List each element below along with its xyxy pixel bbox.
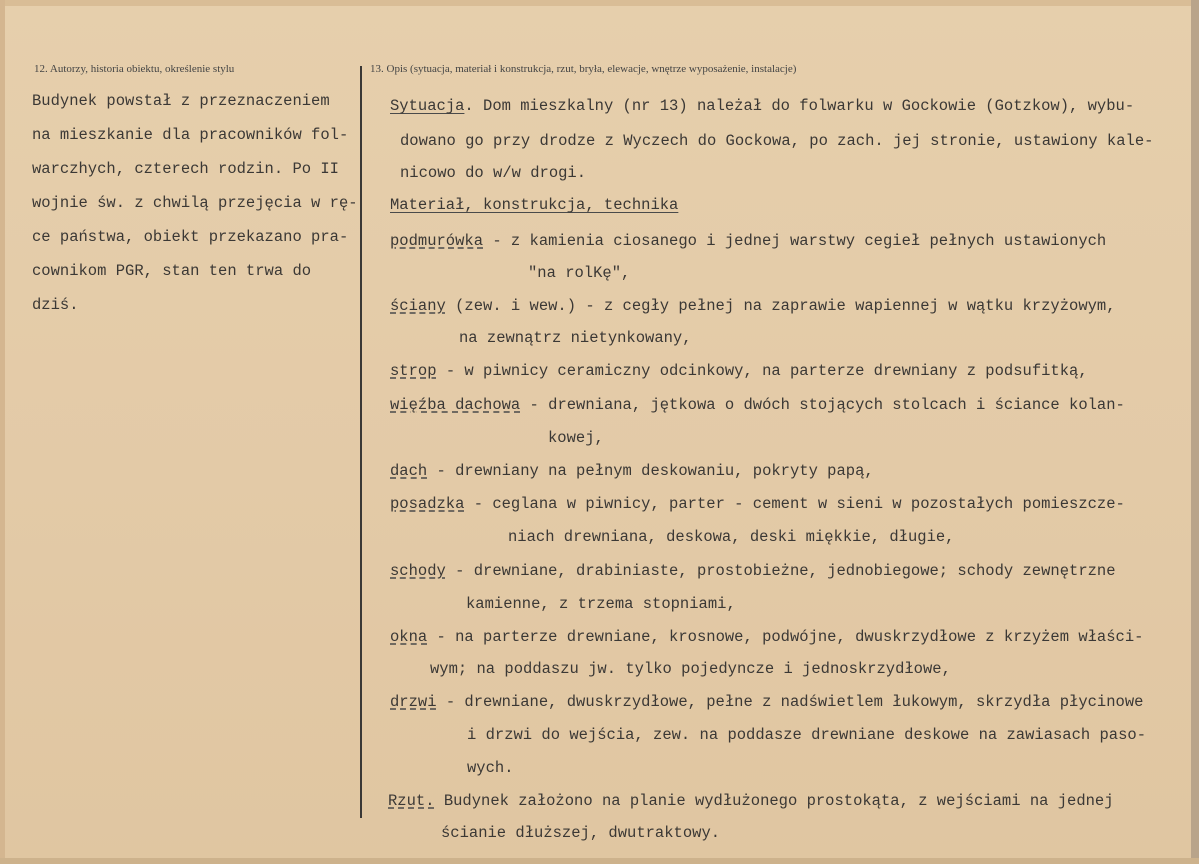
line-text: - ceglana w piwnicy, parter - cement w sieni w pozostałych pomieszcze- [464,495,1125,513]
section-term: posadzka [390,495,465,513]
left-line: Budynek powstał z przeznaczeniem [32,92,330,110]
description-line [390,231,1106,251]
paper-edge-top [0,0,1199,6]
line-text: "na rolKę", [528,264,631,282]
line-text: (zew. i wew.) - z cegły pełnej na zaprawie wapiennej w wątku krzyżowym, [445,297,1116,315]
section-term: okna [390,628,428,646]
description-line [390,296,1116,316]
description-line [441,823,720,843]
left-line: dziś. [32,296,79,314]
left-line: warczhych, czterech rodzin. Po II [32,160,339,178]
section-term: podmurówka [390,232,484,250]
line-text: - drewniany na pełnym deskowaniu, pokryty papą, [427,462,874,480]
section-term: ściany [390,297,446,315]
description-line [467,758,514,778]
line-text: niach drewniana, deskowa, deski miękkie, długie, [508,528,955,546]
column-divider [360,66,362,818]
description-line [390,195,678,215]
description-line [390,494,1125,514]
description-line [430,659,951,679]
section-term: strop [390,362,437,380]
description-line [459,328,692,348]
description-line [400,163,586,183]
description-line [548,428,604,448]
section-13-header: 13. Opis (sytuacja, materiał i konstrukcja, rzut, bryła, elewacje, wnętrze wyposażenie, instalacje) [370,63,797,75]
section-12-header: 12. Autorzy, historia obiektu, określenie stylu [34,63,235,75]
paper-edge-right [1191,0,1199,864]
description-line [390,461,874,481]
description-line [390,561,1116,581]
line-text: . Dom mieszkalny (nr 13) należał do folwarku w Gockowie (Gotzkow), wybu- [464,97,1135,115]
line-text: kamienne, z trzema stopniami, [466,595,736,613]
section-term: więźba dachowa [390,396,521,414]
description-line [390,96,1134,116]
section-term: schody [390,562,446,580]
paper-edge-bottom [0,858,1199,864]
line-text: - z kamienia ciosanego i jednej warstwy cegieł pełnych ustawionych [483,232,1107,250]
description-line [528,263,630,283]
section-term: Rzut. [388,792,435,810]
line-text: - drewniana, jętkowa o dwóch stojących stolcach i ściance kolan- [520,396,1125,414]
line-text: wych. [467,759,514,777]
line-text: ścianie dłuższej, dwutraktowy. [441,824,721,842]
line-text: dowano go przy drodze z Wyczech do Gockowa, po zach. jej stronie, ustawiony kale- [400,132,1154,150]
left-line: ce państwa, obiekt przekazano pra- [32,228,349,246]
description-line [466,594,736,614]
description-line [388,791,1114,811]
line-text: - drewniane, drabiniaste, prostobieżne, jednobiegowe; schody zewnętrzne [445,562,1116,580]
line-text: kowej, [548,429,604,447]
left-line: cownikom PGR, stan ten trwa do [32,262,312,280]
section-term: Materiał, konstrukcja, technika [390,196,679,214]
line-text: na zewnątrz nietynkowany, [459,329,692,347]
description-line [390,692,1143,712]
description-line [390,361,1088,381]
description-line [400,131,1153,151]
line-text: - drewniane, dwuskrzydłowe, pełne z nadświetlem łukowym, skrzydła płycinowe [436,693,1144,711]
description-line [508,527,954,547]
description-line [390,627,1143,647]
description-line [467,725,1146,745]
paper-edge-left [0,0,5,864]
line-text: - w piwnicy ceramiczny odcinkowy, na parterze drewniany z podsufitką, [436,362,1088,380]
left-line: wojnie św. z chwilą przejęcia w rę- [32,194,358,212]
line-text: nicowo do w/w drogi. [400,164,587,182]
line-text: Budynek założono na planie wydłużonego prostokąta, z wejściami na jednej [434,792,1114,810]
line-text: wym; na poddaszu jw. tylko pojedyncze i jednoskrzydłowe, [430,660,951,678]
line-text: - na parterze drewniane, krosnowe, podwójne, dwuskrzydłowe z krzyżem właści- [427,628,1144,646]
section-term: dach [390,462,428,480]
line-text: i drzwi do wejścia, zew. na poddasze drewniane deskowe na zawiasach paso- [467,726,1147,744]
description-line [390,395,1125,415]
section-12-body [32,84,358,322]
section-term: Sytuacja [390,97,465,115]
left-line: na mieszkanie dla pracowników fol- [32,126,349,144]
section-term: drzwi [390,693,437,711]
